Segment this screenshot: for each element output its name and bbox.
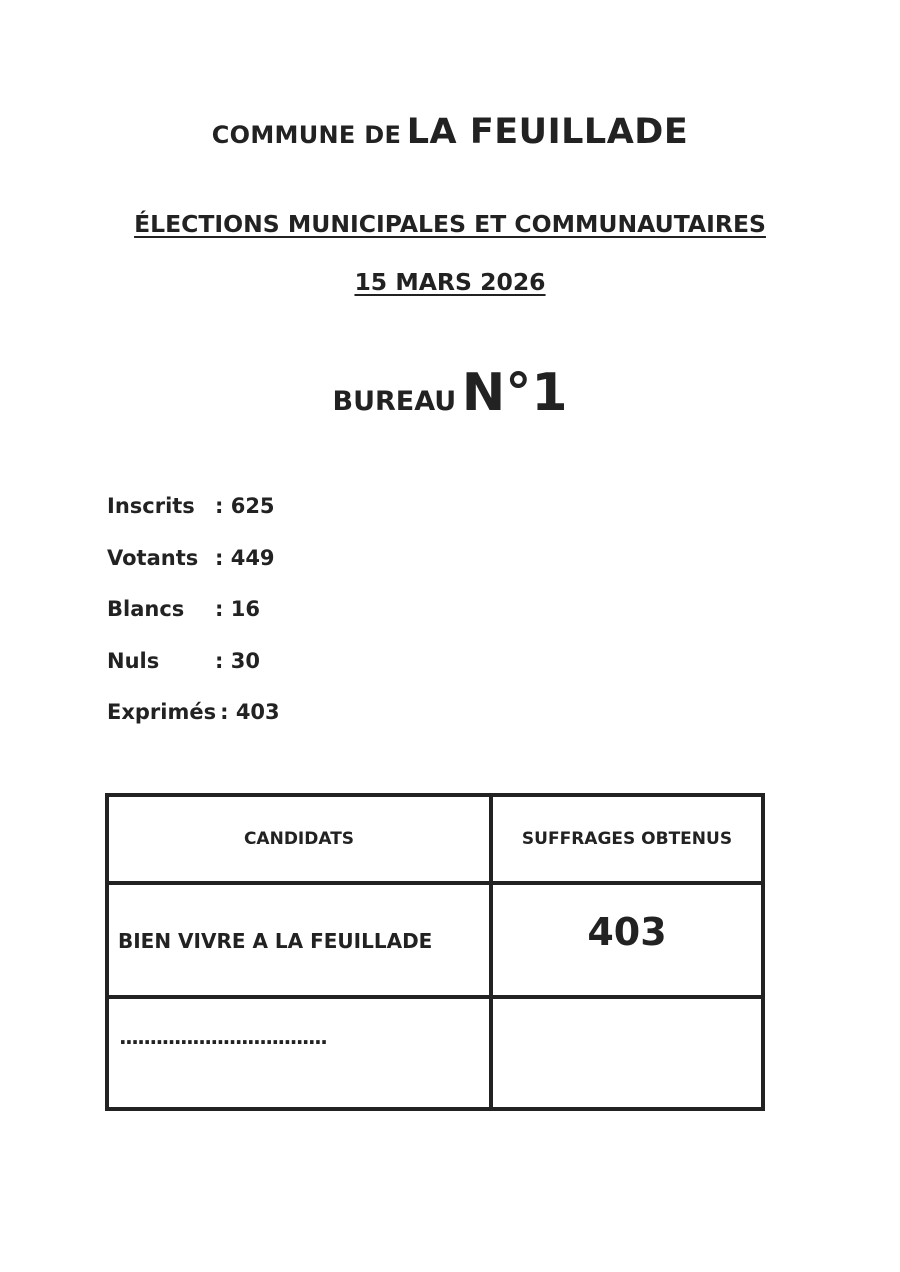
stat-exprimes: [107, 700, 280, 752]
stat-label: Blancs: [107, 597, 185, 621]
stat-value: : 403: [220, 700, 280, 724]
stat-value: : 30: [215, 648, 260, 673]
stat-label: Exprimés: [107, 700, 217, 724]
candidate-votes: 403: [587, 910, 667, 954]
stat-votants: [107, 546, 280, 598]
stat-value: : 449: [215, 545, 275, 570]
election-title: ÉLECTIONS MUNICIPALES ET COMMUNAUTAIRES: [134, 210, 766, 238]
stat-inscrits: [107, 494, 280, 546]
vote-stats: [107, 494, 280, 752]
results-table: [105, 793, 765, 1111]
bureau-label: BUREAU: [332, 386, 457, 417]
commune-prefix: COMMUNE DE: [211, 121, 402, 149]
election-date: 15 MARS 2026: [354, 268, 546, 296]
header-suffrages: SUFFRAGES OBTENUS: [521, 829, 733, 849]
bureau-heading: [0, 363, 900, 423]
commune-name: LA FEUILLADE: [406, 112, 689, 152]
stat-blancs: [107, 597, 280, 649]
bureau-number: N°1: [461, 363, 568, 423]
commune-title: [0, 112, 900, 152]
candidate-name-blank: ..................................: [119, 1025, 327, 1049]
stat-value: : 16: [215, 597, 260, 621]
stat-nuls: [107, 649, 280, 701]
stat-label: Inscrits: [107, 494, 195, 518]
stat-value: : 625: [215, 494, 275, 518]
candidate-votes-blank: [493, 999, 761, 1107]
header-candidats: CANDIDATS: [243, 829, 355, 849]
candidate-name: BIEN VIVRE A LA FEUILLADE: [118, 929, 433, 953]
stat-label: Votants: [107, 545, 199, 570]
stat-label: Nuls: [107, 648, 160, 673]
